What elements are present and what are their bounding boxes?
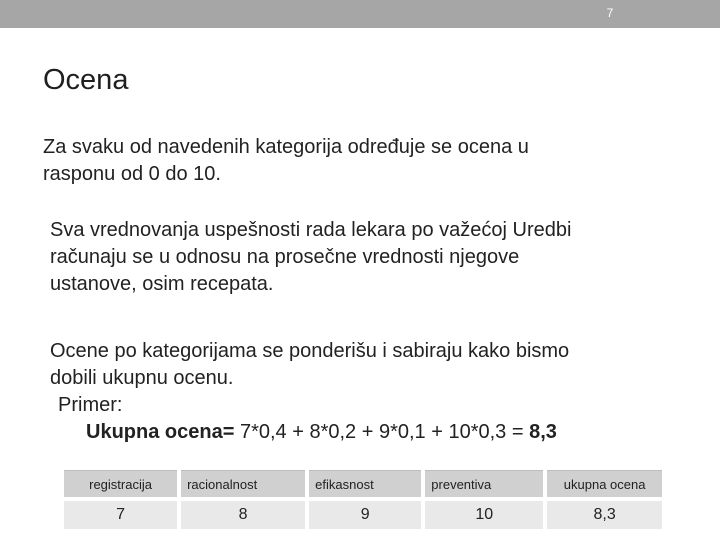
example-label: Primer: <box>58 394 123 416</box>
text-line: ustanove, osim recepata. <box>50 273 274 295</box>
text-line: Za svaku od navedenih kategorija određuje se ocena u <box>43 136 529 158</box>
value-racionalnost: 8 <box>181 501 305 529</box>
value-preventiva: 10 <box>425 501 543 529</box>
table-row <box>64 501 662 529</box>
text-line: Sva vrednovanja uspešnosti rada lekara po važećoj Uredbi <box>50 219 572 241</box>
text-line: rasponu od 0 do 10. <box>43 163 221 185</box>
header-registracija: registracija <box>64 470 177 497</box>
value-registracija: 7 <box>64 501 177 529</box>
value-ukupna-ocena: 8,3 <box>547 501 662 529</box>
table-header-row <box>64 470 662 497</box>
formula-label: Ukupna ocena= <box>86 421 235 443</box>
formula-result: 8,3 <box>529 421 557 443</box>
slide-title: Ocena <box>43 64 129 96</box>
scores-table <box>60 466 666 533</box>
top-bar <box>0 0 720 28</box>
paragraph-range <box>43 134 673 188</box>
header-efikasnost: efikasnost <box>309 470 421 497</box>
header-racionalnost: racionalnost <box>181 470 305 497</box>
text-line: dobili ukupnu ocenu. <box>50 367 234 389</box>
value-efikasnost: 9 <box>309 501 421 529</box>
text-line: računaju se u odnosu na prosečne vrednosti njegove <box>50 246 520 268</box>
formula-expression: 7*0,4 + 8*0,2 + 9*0,1 + 10*0,3 = <box>234 421 530 443</box>
page-number: 7 <box>606 6 614 20</box>
header-ukupna-ocena: ukupna ocena <box>547 470 662 497</box>
paragraph-weighting <box>50 338 684 446</box>
text-line: Ocene po kategorijama se ponderišu i sabiraju kako bismo <box>50 340 570 362</box>
header-preventiva: preventiva <box>425 470 543 497</box>
formula <box>50 419 684 446</box>
paragraph-evaluation <box>50 217 676 298</box>
